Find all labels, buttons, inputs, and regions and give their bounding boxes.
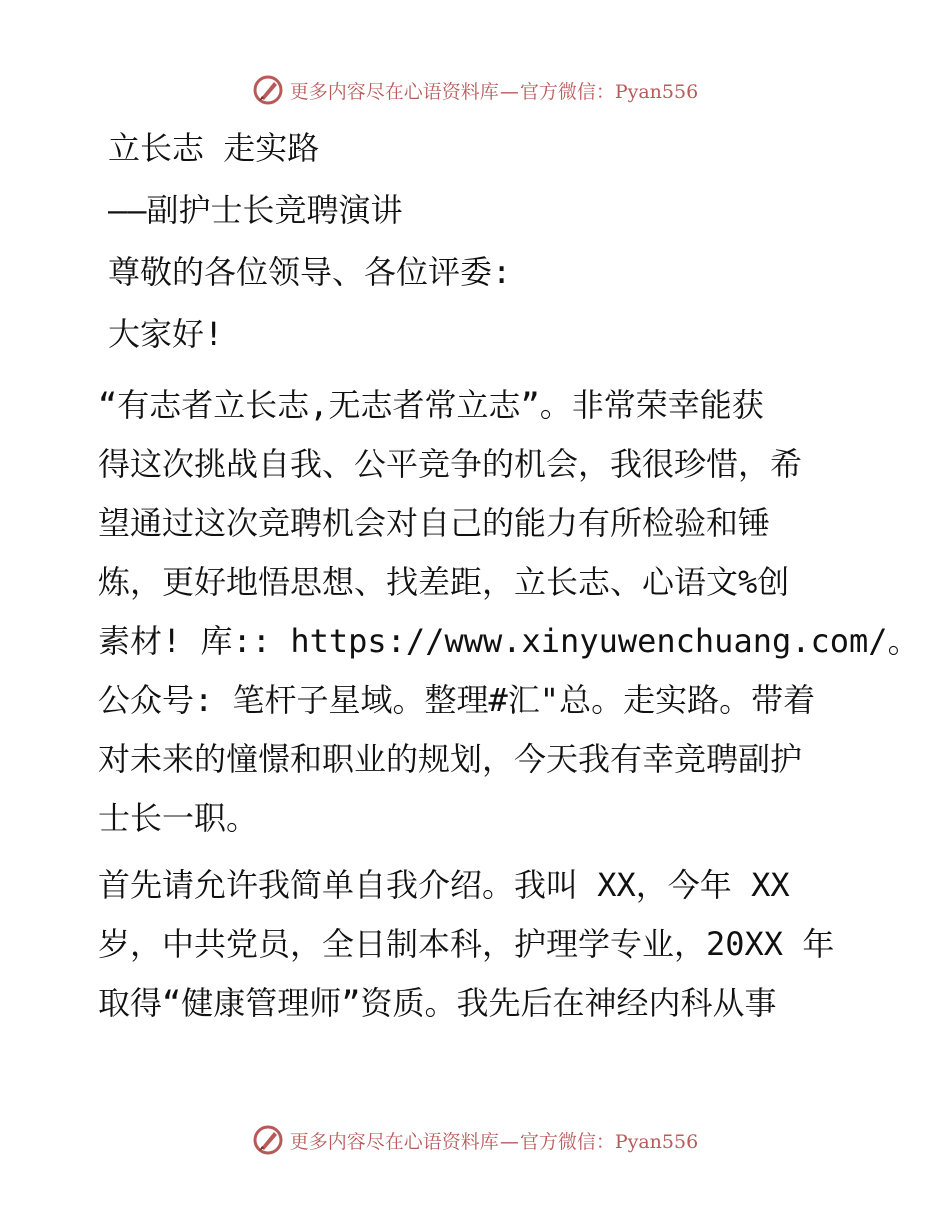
banner-text	[290, 1127, 698, 1154]
paragraph-line: 公众号: 笔杆子星域。整理#汇"总。走实路。带着	[98, 681, 816, 719]
paragraph-line: “有志者立长志,无志者常立志”。非常荣幸能获	[98, 386, 764, 424]
doc-title: 立长志 走实路	[108, 129, 320, 167]
banner-slogan: 更多内容尽在心语资料库	[289, 1130, 499, 1153]
paragraph-line: 得这次挑战自我、公平竞争的机会，我很珍惜，希	[98, 445, 803, 483]
banner-slogan: 更多内容尽在心语资料库	[289, 80, 499, 103]
paragraph-line: 首先请允许我简单自我介绍。我叫 XX，今年 XX	[98, 866, 790, 904]
doc-subtitle: ——副护士长竞聘演讲	[108, 191, 403, 229]
paragraph-line: 炼，更好地悟思想、找差距，立长志、心语文%创	[98, 563, 790, 601]
header-banner	[0, 70, 950, 110]
quill-logo-icon	[252, 74, 284, 106]
doc-greeting: 大家好!	[108, 315, 224, 353]
quill-logo-icon	[252, 1124, 284, 1156]
footer-banner	[0, 1120, 950, 1160]
paragraph-line: 对未来的憧憬和职业的规划，今天我有幸竞聘副护	[98, 740, 803, 778]
banner-wechat-id: Pyan556	[614, 1130, 699, 1153]
paragraph-line: 岁，中共党员，全日制本科，护理学专业，20XX 年	[98, 925, 835, 963]
banner-wechat-label: 官方微信：	[519, 80, 615, 103]
doc-salutation: 尊敬的各位领导、各位评委:	[108, 253, 512, 291]
banner-separator: —	[499, 80, 519, 103]
paragraph-line: 士长一职。	[98, 799, 259, 837]
banner-separator: —	[499, 1130, 519, 1153]
banner-text	[290, 77, 698, 104]
banner-wechat-label: 官方微信：	[519, 1130, 615, 1153]
document-body	[98, 118, 920, 1041]
paragraph-2	[98, 856, 868, 1033]
paragraph-1	[98, 376, 920, 848]
paragraph-line: 素材! 库:: https://www.xinyuwenchuang.com/。	[98, 622, 920, 660]
paragraph-line: 取得“健康管理师”资质。我先后在神经内科从事	[98, 984, 777, 1022]
paragraph-line: 望通过这次竞聘机会对自己的能力有所检验和锤	[98, 504, 771, 542]
banner-wechat-id: Pyan556	[614, 80, 699, 103]
